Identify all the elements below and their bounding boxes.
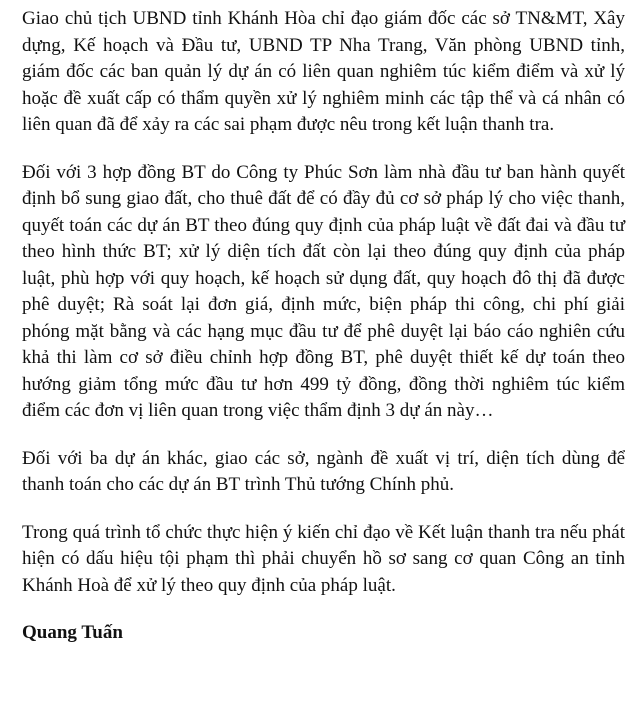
paragraph-bt-contracts: Đối với 3 hợp đồng BT do Công ty Phúc Sơn làm nhà đầu tư ban hành quyết định bổ sung giao đất, cho thuê đất để có đầy đủ cơ sở pháp lý cho việc thanh, quyết toán các dự án BT theo đúng quy định của pháp luật về đất đai và đầu tư theo hình thức BT; xử lý diện tích đất còn lại theo đúng quy định của pháp luật, phù hợp với quy hoạch, kế hoạch sử dụng đất, quy hoạch đô thị đã được phê duyệt; Rà soát lại đơn giá, định mức, biện pháp thi công, chi phí giải phóng mặt bằng và các hạng mục đầu tư để phê duyệt lại báo cáo nghiên cứu khả thi làm cơ sở điều chỉnh hợp đồng BT, phê duyệt thiết kế dự toán theo hướng giảm tổng mức đầu tư hơn 499 tỷ đồng, đồng thời nghiêm túc kiểm điểm các đơn vị liên quan trong việc thẩm định 3 dự án này… — [22, 161, 625, 421]
author-byline: Quang Tuấn — [22, 622, 123, 643]
paragraph-other-projects: Đối với ba dự án khác, giao các sở, ngành đề xuất vị trí, diện tích dùng để thanh toán cho các dự án BT trình Thủ tướng Chính phủ. — [22, 447, 625, 495]
article-body — [22, 6, 625, 668]
paragraph-discipline: Giao chủ tịch UBND tỉnh Khánh Hòa chỉ đạo giám đốc các sở TN&MT, Xây dựng, Kế hoạch và Đầu tư, UBND TP Nha Trang, Văn phòng UBND tỉnh, giám đốc các ban quản lý dự án có liên quan nghiêm túc kiểm điểm và xử lý hoặc đề xuất cấp có thẩm quyền xử lý nghiêm minh các tập thể và cá nhân có liên quan đã để xảy ra các sai phạm được nêu trong kết luận thanh tra. — [22, 8, 625, 135]
paragraph-criminal-referral: Trong quá trình tổ chức thực hiện ý kiến chỉ đạo về Kết luận thanh tra nếu phát hiện có dấu hiệu tội phạm thì phải chuyển hồ sơ sang cơ quan Công an tỉnh Khánh Hoà để xử lý theo quy định của pháp luật. — [22, 521, 625, 596]
